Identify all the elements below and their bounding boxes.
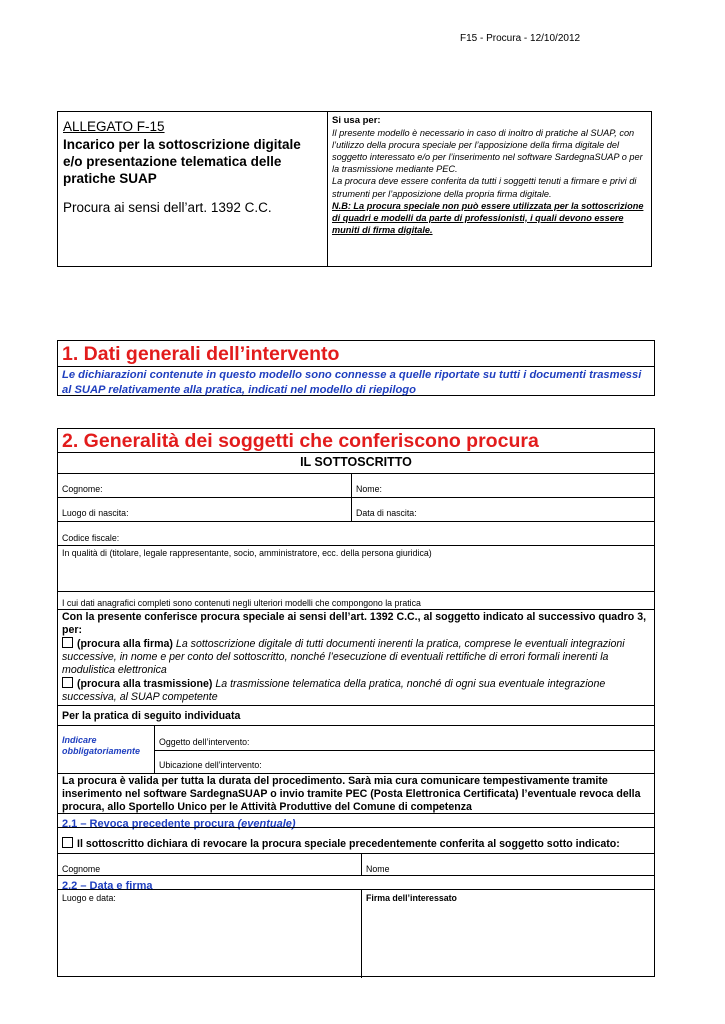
tax-code-field[interactable]: Codice fiscale: — [62, 533, 120, 543]
revocation-declaration-row — [58, 827, 654, 853]
document-reference: F15 - Procura - 12/10/2012 — [460, 33, 581, 44]
signature-header — [58, 875, 654, 892]
transmission-checkbox[interactable] — [62, 677, 73, 688]
allegato-box — [57, 111, 652, 267]
personal-data-note-row — [58, 591, 654, 609]
personal-data-note: I cui dati anagrafici completi sono contenuti negli ulteriori modelli che compongono la pratica — [62, 598, 421, 608]
surname-field[interactable]: Cognome: — [62, 484, 103, 494]
usage-note: N.B: La procura speciale non può essere utilizzata per la sottoscrizione di quadri e modelli da parte di professionisti, i quali devono essere muniti di firma digitale. — [332, 200, 644, 235]
revocation-name-field[interactable]: Nome — [366, 864, 390, 874]
practice-row — [58, 705, 654, 725]
usage-requirement: La procura deve essere conferita da tutti i soggetti tenuti a firmare e privi di strumenti per l’apposizione della propria firma digitale. — [332, 176, 637, 199]
option-transmission-text: La trasmissione telematica della pratica, nonché di ogni sua eventuale integrazione successiva, al SUAP competente — [62, 678, 606, 703]
signature-field[interactable]: Firma dell’interessato — [366, 893, 457, 903]
place-date-field[interactable]: Luogo e data: — [62, 893, 116, 903]
revocation-surname-field[interactable]: Cognome — [62, 864, 101, 874]
revocation-header — [58, 813, 654, 830]
revocation-title: 2.1 – Revoca precedente procura — [62, 818, 238, 830]
allegato-usage-cell — [328, 112, 651, 266]
section-subjects — [57, 428, 655, 977]
revocation-person-row — [58, 853, 654, 875]
birthplace-field[interactable]: Luogo di nascita: — [62, 508, 129, 518]
revocation-text: Il sottoscritto dichiara di revocare la procura speciale precedentemente conferita al soggetto sotto indicato: — [77, 838, 620, 850]
allegato-subtitle: Procura ai sensi dell’art. 1392 C.C. — [63, 200, 272, 215]
revocation-checkbox[interactable] — [62, 837, 73, 848]
power-of-attorney-block — [58, 609, 654, 705]
allegato-title-cell — [58, 112, 328, 266]
practice-heading: Per la pratica di seguito individuata — [62, 710, 241, 722]
option-transmission-label: (procura alla trasmissione) — [77, 678, 213, 690]
signature-checkbox[interactable] — [62, 637, 73, 648]
intervention-subject-field[interactable]: Oggetto dell’intervento: — [159, 737, 250, 747]
birthdate-field[interactable]: Data di nascita: — [356, 508, 417, 518]
validity-row — [58, 773, 654, 813]
signature-section-title: 2.2 – Data e firma — [62, 880, 153, 892]
validity-text: La procura è valida per tutta la durata del procedimento. Sarà mia cura comunicare tempestivamente tramite inserimento nel software SardegnaSUAP o invio tramite PEC (Posta Elettronica Certificata) l’eventuale revoca della procura, allo Sportello Unico per le Attività Produttive del Comune di competenza — [62, 775, 641, 813]
option-signature-text: La sottoscrizione digitale di tutti documenti inerenti la pratica, comprese le eventuali integrazioni successive, in nome e per conto del sottoscritto, nonché l’esecuzione di eventuali rettifiche di errori formali inerenti la modulistica elettronica — [62, 638, 625, 676]
role-field[interactable]: In qualità di (titolare, legale rappresentante, socio, amministratore, ecc. della persona giuridica) — [62, 548, 432, 558]
option-transmission — [62, 677, 650, 704]
usage-description: Il presente modello è necessario in caso di inoltro di pratiche al SUAP, con l’utilizzo della procura speciale per l’apposizione della firma digitale del soggetto interessato e/o per l’inserimento nel software SardegnaSUAP o per la trasmissione mediante PEC. — [332, 128, 643, 175]
birth-row — [58, 497, 654, 521]
role-row — [58, 545, 654, 585]
allegato-title: Incarico per la sottoscrizione digitale e/o presentazione telematica delle pratiche SUAP — [63, 137, 301, 186]
revocation-optional: (eventuale) — [237, 818, 296, 830]
intervention-location-field[interactable]: Ubicazione dell’intervento: — [159, 760, 262, 770]
allegato-code: ALLEGATO F-15 — [63, 119, 165, 134]
option-signature — [62, 637, 650, 677]
name-field[interactable]: Nome: — [356, 484, 382, 494]
tax-code-row — [58, 521, 654, 545]
section1-description: Le dichiarazioni contenute in questo modello sono connesse a quelle riportate su tutti i documenti trasmessi al SUAP relativamente alla pratica, indicati nel modello di riepilogo — [62, 369, 642, 396]
section2-title: 2. Generalità dei soggetti che conferiscono procura — [58, 429, 654, 453]
intervention-row — [58, 725, 654, 773]
option-signature-label: (procura alla firma) — [77, 638, 173, 650]
signature-row — [58, 889, 654, 977]
usage-heading: Si usa per: — [332, 115, 381, 126]
section-general-data — [57, 340, 655, 396]
mandatory-note: Indicare obbligatoriamente — [62, 735, 141, 756]
undersigned-heading: IL SOTTOSCRITTO — [300, 455, 412, 469]
section1-title: 1. Dati generali dell’intervento — [58, 341, 654, 367]
power-of-attorney-intro: Con la presente conferisce procura speciale ai sensi dell’art. 1392 C.C., al soggetto indicato al successivo quadro 3, per: — [62, 611, 647, 636]
surname-name-row — [58, 473, 654, 497]
